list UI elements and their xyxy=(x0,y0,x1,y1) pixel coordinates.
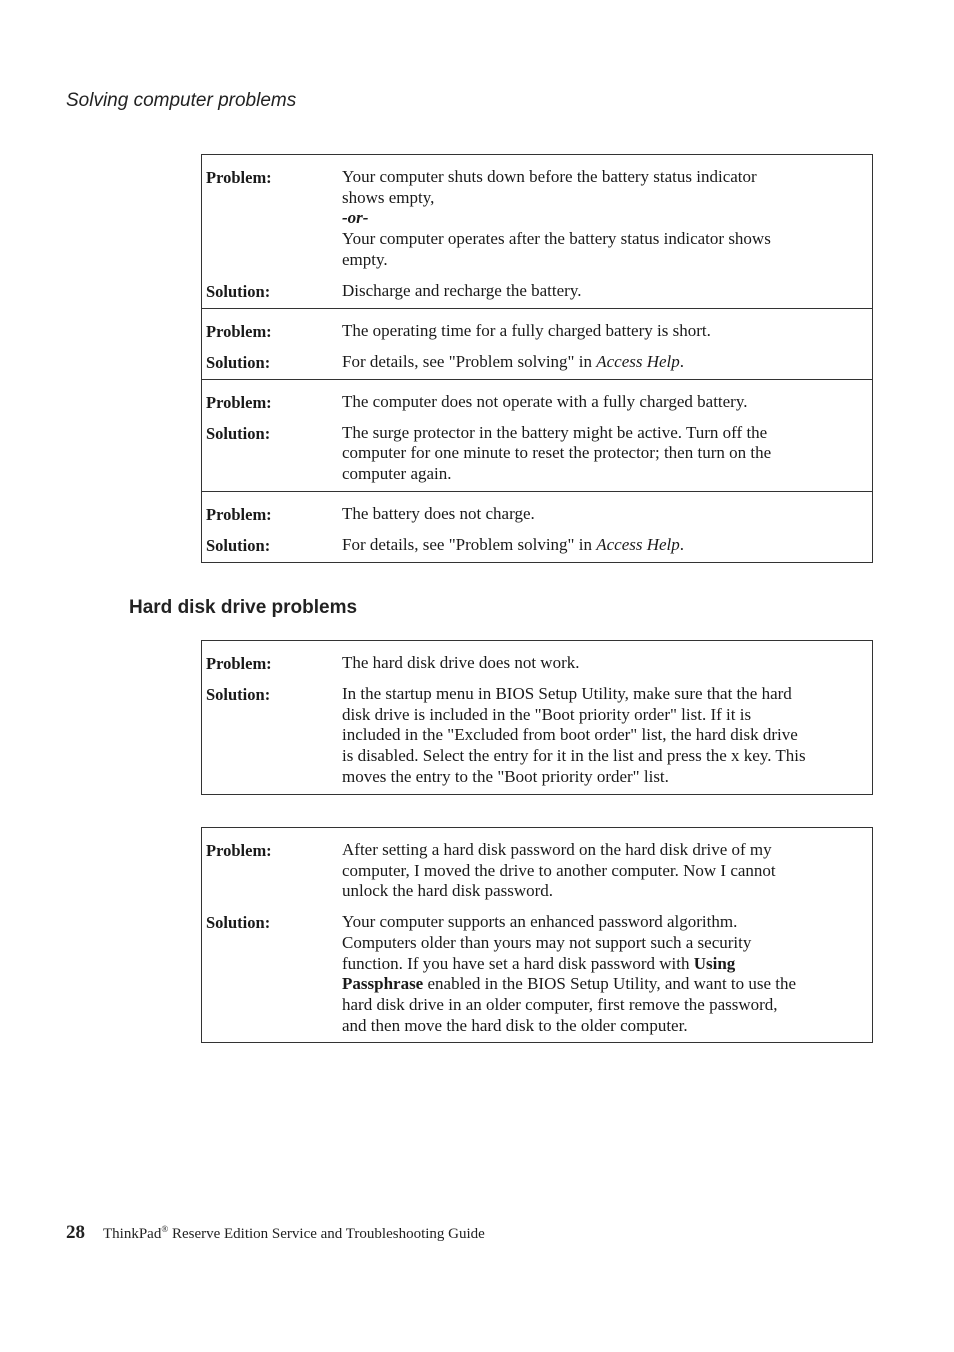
solution-label: Solution: xyxy=(206,423,271,443)
footer-title-prefix: ThinkPad xyxy=(103,1226,162,1242)
solution-text xyxy=(342,684,872,788)
hdd-problem-table-1 xyxy=(201,640,873,795)
battery-problems-table xyxy=(201,154,873,563)
solution-label: Solution: xyxy=(206,281,271,301)
page-number: 28 xyxy=(66,1222,85,1243)
solution-suffix: . xyxy=(679,351,685,371)
problem-row xyxy=(202,840,872,902)
passphrase-keyword: Passphrase xyxy=(342,974,424,994)
access-help-reference: Access Help xyxy=(596,351,680,371)
problem-text: The operating time for a fully charged battery is short. xyxy=(342,320,711,340)
solution-label: Solution: xyxy=(206,352,271,372)
problem-text: The hard disk drive does not work. xyxy=(342,653,580,672)
text-line: After setting a hard disk password on the hard disk drive of my xyxy=(342,840,772,859)
solution-label: Solution: xyxy=(206,535,271,555)
problem-label: Problem: xyxy=(206,654,272,673)
problem-row xyxy=(202,653,872,674)
hdd-problem-table-2 xyxy=(201,827,873,1043)
problem-text xyxy=(342,167,872,271)
problem-label: Problem: xyxy=(206,504,272,524)
problem-row xyxy=(202,504,872,525)
text-line: hard disk drive in an older computer, first remove the password, xyxy=(342,994,778,1014)
solution-prefix: For details, see "Problem solving" in xyxy=(342,351,597,371)
problem-label: Problem: xyxy=(206,168,272,187)
solution-row xyxy=(202,281,872,302)
text-line: Computers older than yours may not support such a security xyxy=(342,932,752,952)
problem-group xyxy=(202,828,872,1042)
access-help-reference: Access Help xyxy=(596,534,680,554)
or-separator: -or- xyxy=(342,208,369,228)
solution-row xyxy=(202,684,872,788)
problem-row xyxy=(202,321,872,342)
problem-row xyxy=(202,167,872,271)
solution-text xyxy=(342,535,872,556)
problem-text xyxy=(342,840,872,902)
text-line: and then move the hard disk to the older computer. xyxy=(342,1015,688,1035)
problem-text: The computer does not operate with a fully charged battery. xyxy=(342,391,748,411)
solution-text xyxy=(342,423,872,485)
solution-prefix: For details, see "Problem solving" in xyxy=(342,534,597,554)
solution-row xyxy=(202,352,872,373)
solution-text xyxy=(342,352,872,373)
text-line: shows empty, xyxy=(342,187,435,207)
text-line: Your computer operates after the battery status indicator shows xyxy=(342,229,771,249)
solution-text xyxy=(342,912,872,1036)
solution-label: Solution: xyxy=(206,913,271,933)
section-heading: Hard disk drive problems xyxy=(129,597,358,618)
solution-text: Discharge and recharge the battery. xyxy=(342,280,582,300)
solution-label: Solution: xyxy=(206,685,271,704)
text-line: empty. xyxy=(342,249,388,269)
problem-group xyxy=(202,308,872,379)
problem-group xyxy=(202,379,872,491)
text-line: unlock the hard disk password. xyxy=(342,881,554,901)
problem-group xyxy=(202,641,872,794)
solution-row xyxy=(202,423,872,485)
text-line: is disabled. Select the entry for it in the list and press the x key. This xyxy=(342,746,806,766)
text-line xyxy=(342,954,870,975)
text-line: Your computer supports an enhanced password algorithm. xyxy=(342,912,738,932)
running-head: Solving computer problems xyxy=(66,90,297,111)
footer-title-suffix: Reserve Edition Service and Troubleshooting Guide xyxy=(168,1226,485,1242)
text-fragment: function. If you have set a hard disk password with xyxy=(342,953,694,973)
registered-mark: ® xyxy=(161,1224,169,1234)
solution-row xyxy=(202,912,872,1036)
text-line: Your computer shuts down before the battery status indicator xyxy=(342,167,757,186)
text-line: computer for one minute to reset the protector; then turn on the xyxy=(342,443,772,463)
problem-group xyxy=(202,155,872,308)
text-line: disk drive is included in the "Boot priority order" list. If it is xyxy=(342,704,752,724)
problem-row xyxy=(202,392,872,413)
text-line: The surge protector in the battery might be active. Turn off the xyxy=(342,422,768,442)
text-line: computer again. xyxy=(342,463,452,483)
text-fragment: enabled in the BIOS Setup Utility, and want to use the xyxy=(423,974,797,994)
problem-label: Problem: xyxy=(206,321,272,341)
text-line: included in the "Excluded from boot order" list, the hard disk drive xyxy=(342,725,798,745)
text-line: In the startup menu in BIOS Setup Utility, make sure that the hard xyxy=(342,684,792,703)
text-line xyxy=(342,974,870,995)
text-line: moves the entry to the "Boot priority order" list. xyxy=(342,766,669,786)
solution-row xyxy=(202,535,872,556)
text-line: computer, I moved the drive to another computer. Now I cannot xyxy=(342,860,776,880)
problem-label: Problem: xyxy=(206,392,272,412)
problem-label: Problem: xyxy=(206,841,272,860)
page-footer xyxy=(66,1222,485,1244)
solution-suffix: . xyxy=(679,534,685,554)
problem-text: The battery does not charge. xyxy=(342,503,535,523)
using-keyword: Using xyxy=(693,953,736,973)
problem-group xyxy=(202,491,872,562)
